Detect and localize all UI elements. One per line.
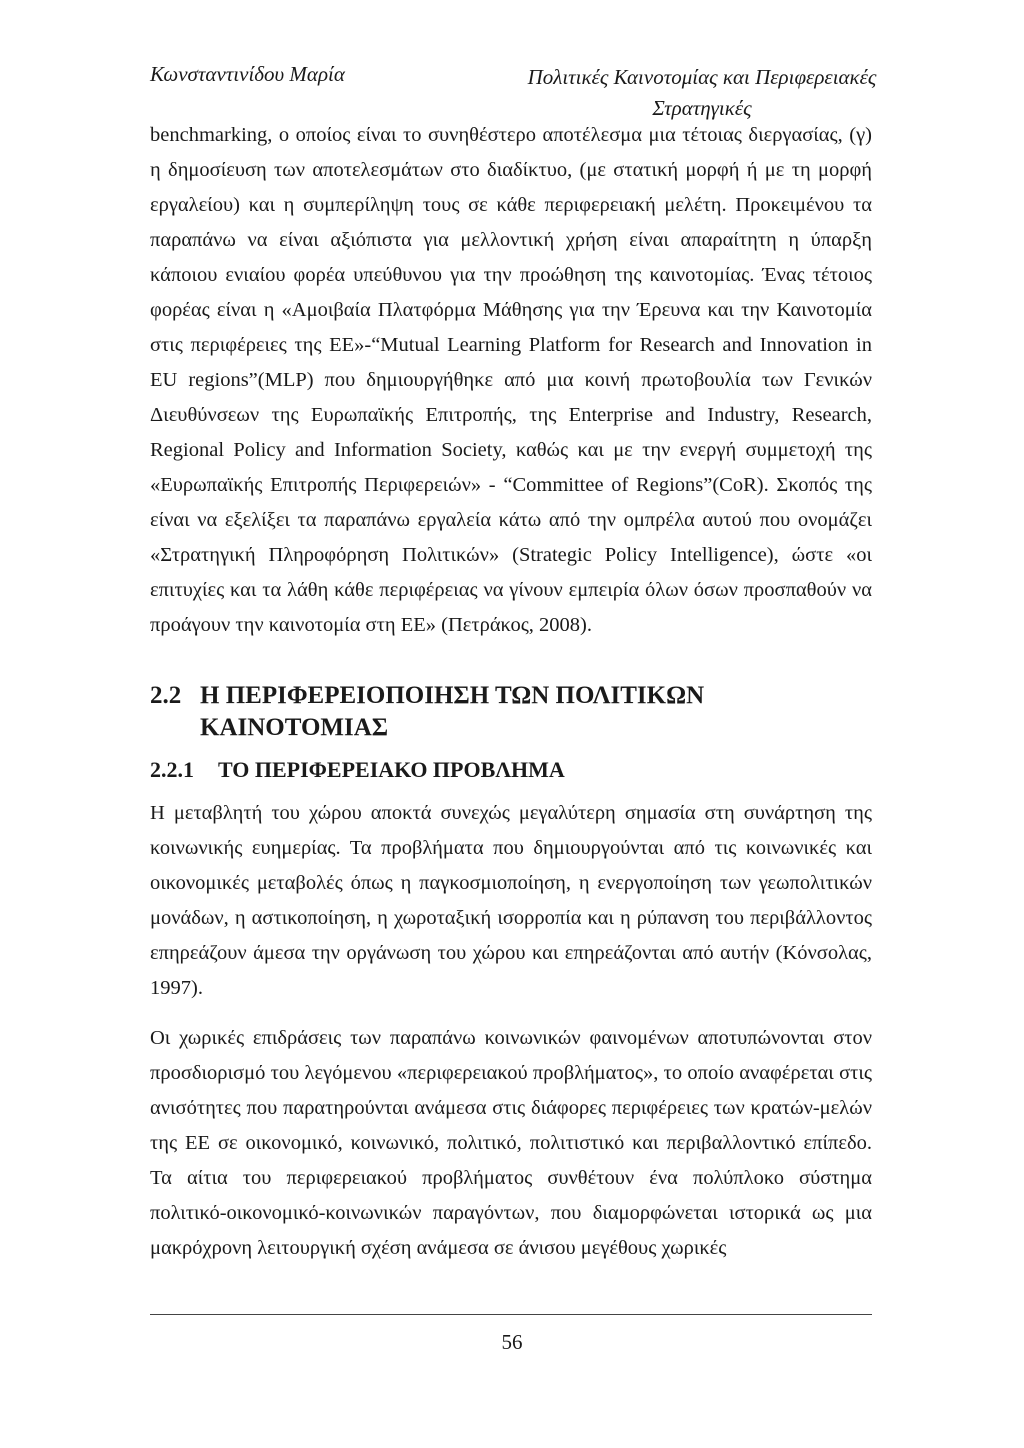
page-number: 56: [501, 1330, 523, 1354]
subsection-number: 2.2.1: [150, 757, 194, 782]
paragraph-space-variable: Η μεταβλητή του χώρου αποκτά συνεχώς μεγαλύτερη σημασία στη συνάρτηση της κοινωνικής ευημερίας. Τα προβλήματα που δημιουργούνται από τις κοινωνικές και οικονομικές μεταβολές όπως η παγκοσμιοποίηση, η ενεργοποίηση των γεωπολιτικών μονάδων, η αστικοποίηση, η χωροταξική ισορροπία και η ρύπανση του περιβάλλοντος επηρεάζουν άμεσα την οργάνωση του χώρου και επηρεάζονται από αυτήν (Κόνσολας, 1997).: [150, 802, 872, 999]
section-title-line2: ΚΑΙΝΟΤΟΜΙΑΣ: [200, 714, 389, 741]
section-title-line1: Η ΠΕΡΙΦΕΡΕΙΟΠΟΙΗΣΗ ΤΩΝ ΠΟΛΙΤΙΚΩΝ: [200, 682, 705, 709]
section-number: 2.2: [150, 682, 182, 709]
header-author: Κωνσταντινίδου Μαρία: [150, 62, 345, 86]
paragraph-regional-problem: Οι χωρικές επιδράσεις των παραπάνω κοινωνικών φαινομένων αποτυπώνονται στον προσδιορισμό του λεγόμενου «περιφερειακού προβλήματος», το οποίο αναφέρεται στις ανισότητες που παρατηρούνται ανάμεσα στις διάφορες περιφέρειες των κρατών-μελών της ΕΕ σε οικονομικό, κοινωνικό, πολιτικό, πολιτιστικό και περιβαλλοντικό επίπεδο. Τα αίτια του περιφερειακού προβλήματος συνθέτουν ένα πολύπλοκο σύστημα πολιτικό-οικονομικό-κοινωνικών παραγόντων, που διαμορφώνεται ιστορικά ως μια μακρόχρονη λειτουργική σχέση ανάμεσα σε άνισου μεγέθους χωρικές: [150, 1027, 872, 1259]
subsection-title: ΤΟ ΠΕΡΙΦΕΡΕΙΑΚΟ ΠΡΟΒΛΗΜΑ: [218, 757, 565, 782]
header-title: Πολιτικές Καινοτομίας και Περιφερειακές Στρατηγικές: [527, 65, 877, 120]
section-heading: [150, 680, 704, 744]
footer-divider: [150, 1314, 872, 1315]
subsection-heading: [150, 756, 565, 784]
paragraph-benchmarking: benchmarking, ο οποίος είναι το συνηθέστερο αποτέλεσμα μια τέτοιας διεργασίας, (γ) η δημοσίευση των αποτελεσμάτων στο διαδίκτυο, (με στατική μορφή ή με τη μορφή εργαλείου) και η συμπερίληψη τους σε κάθε περιφερειακή μελέτη. Προκειμένου τα παραπάνω να είναι αξιόπιστα για μελλοντική χρήση είναι απαραίτητη η ύπαρξη κάποιου ενιαίου φορέα υπεύθυνου για την προώθηση της καινοτομίας. Ένας τέτοιος φορέας είναι η «Αμοιβαία Πλατφόρμα Μάθησης για την Έρευνα και την Καινοτομία στις περιφέρειες της ΕΕ»-“Mutual Learning Platform for Research and Innovation in EU regions”(MLP) που δημιουργήθηκε από μια κοινή πρωτοβουλία των Γενικών Διευθύνσεων της Ευρωπαϊκής Επιτροπής, της Enterprise and Industry, Research, Regional Policy and Information Society, καθώς και με την ενεργή συμμετοχή της «Ευρωπαϊκής Επιτροπής Περιφερειών» - “Committee of Regions”(CoR). Σκοπός της είναι να εξελίξει τα παραπάνω εργαλεία κάτω από την ομπρέλα αυτού που ονομάζει «Στρατηγική Πληροφόρηση Πολιτικών» (Strategic Policy Intelligence), ώστε «οι επιτυχίες και τα λάθη κάθε περιφέρειας να γίνουν εμπειρία όλων όσων προσπαθούν να προάγουν την καινοτομία στη ΕΕ» (Πετράκος, 2008).: [150, 124, 872, 636]
